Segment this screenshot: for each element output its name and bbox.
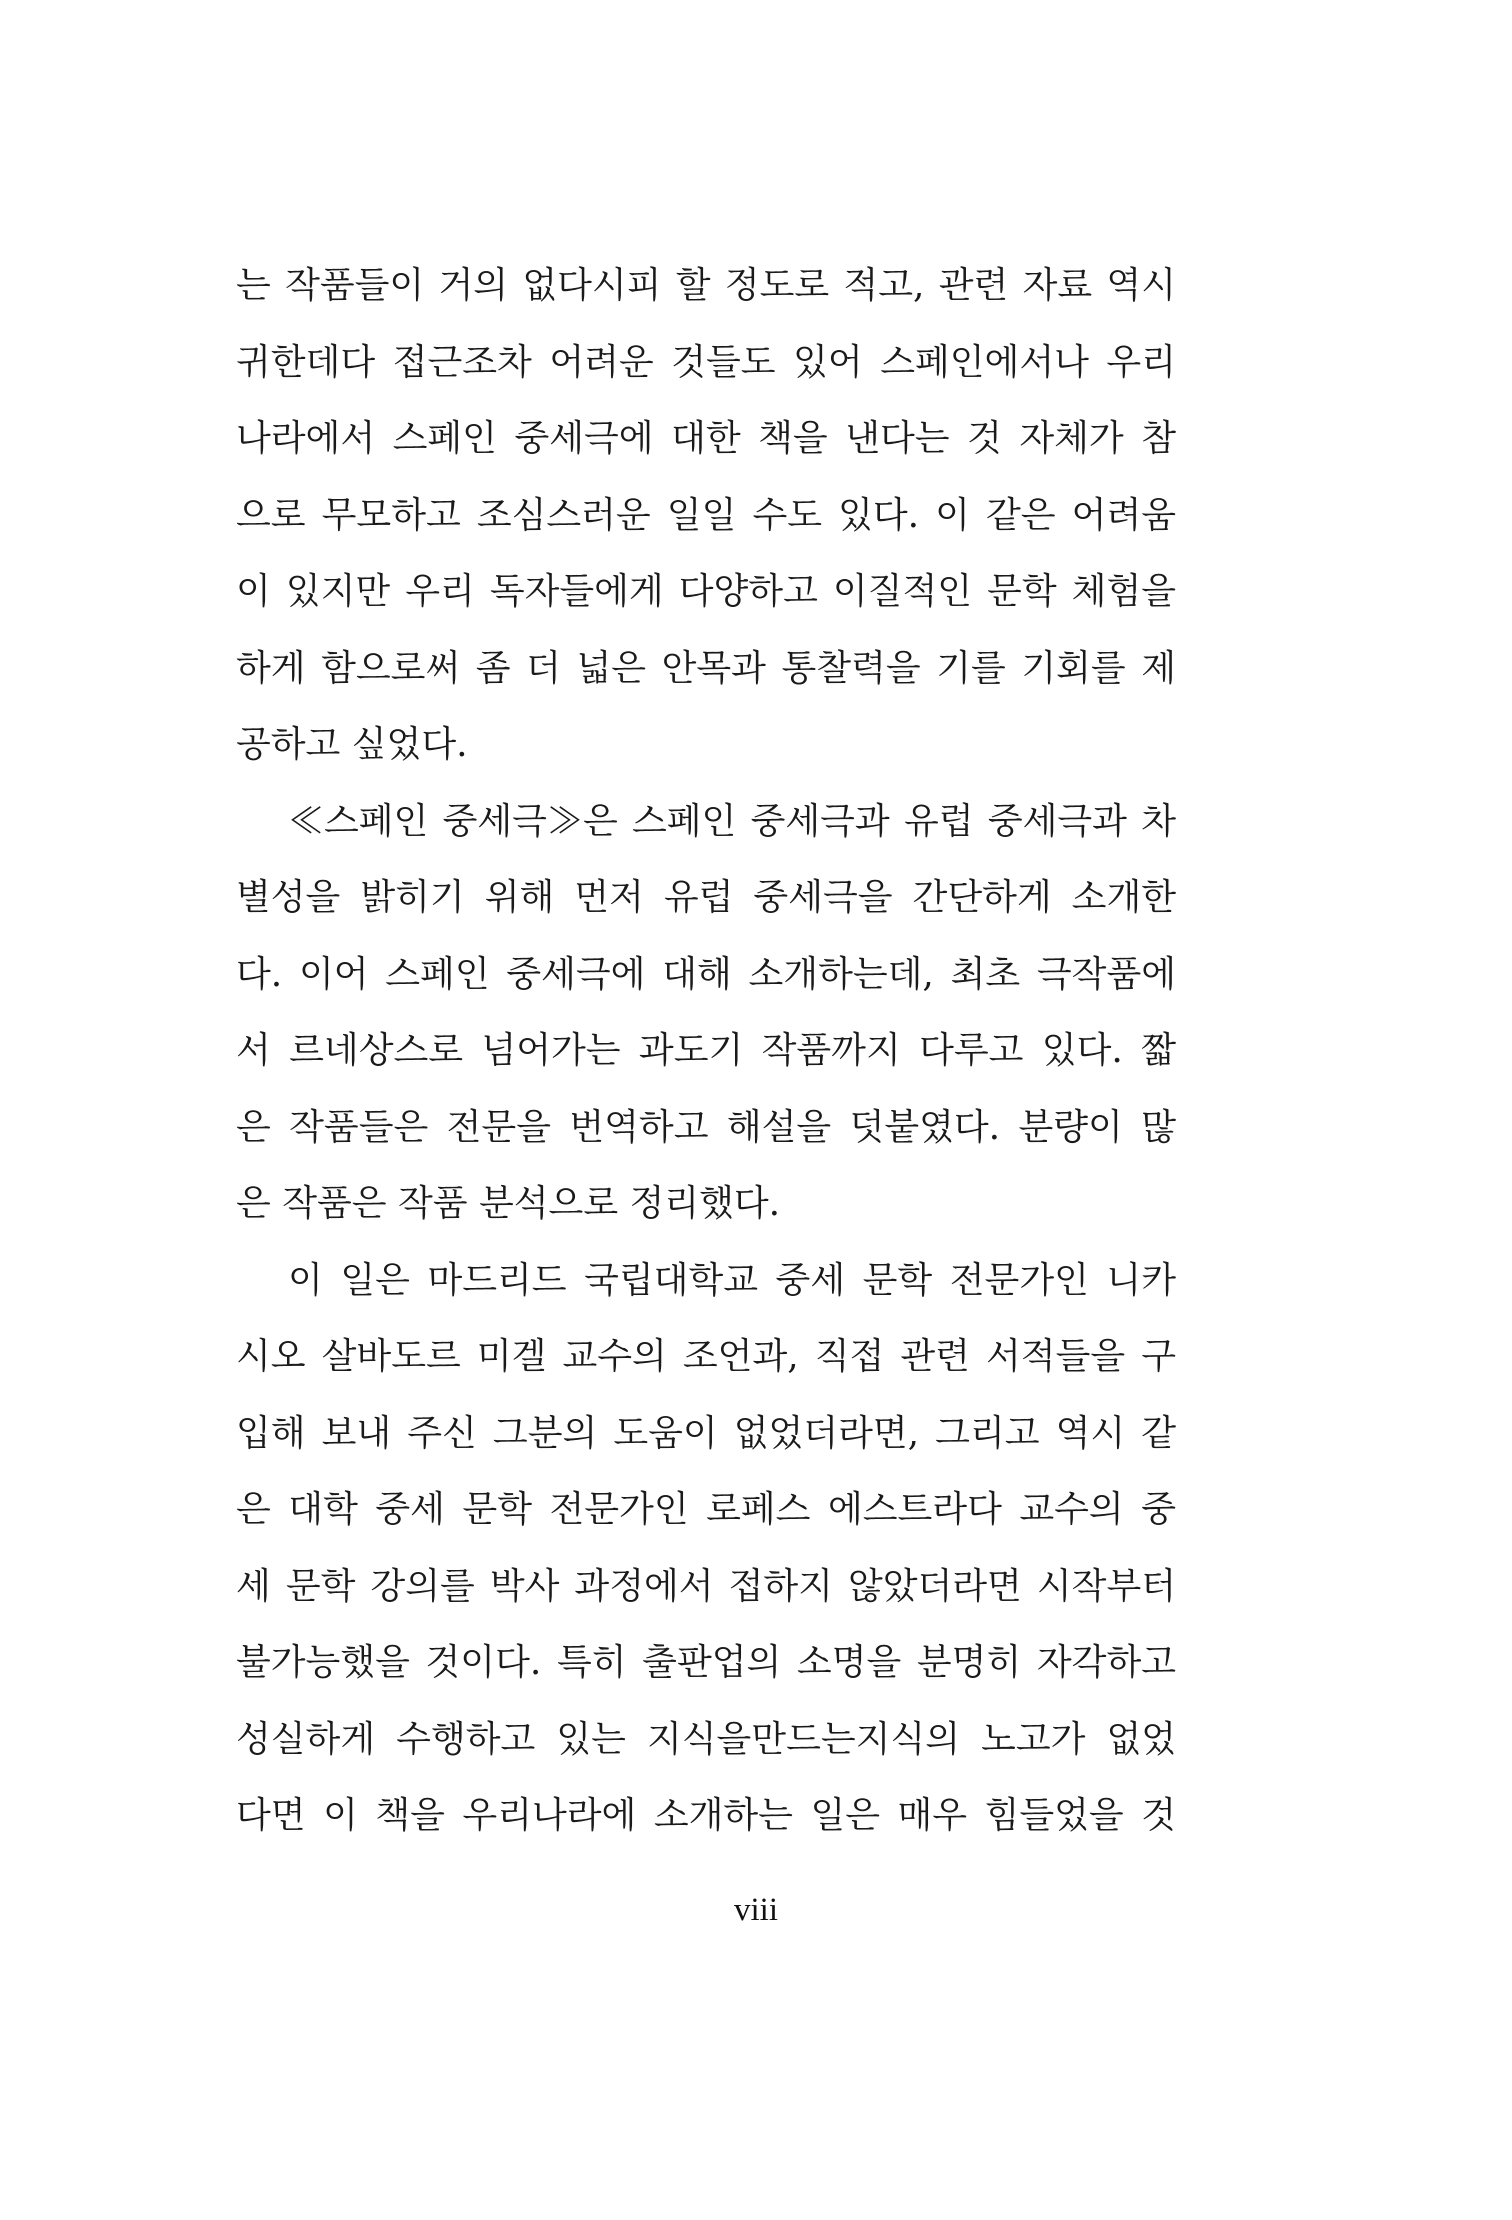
page-body xyxy=(236,248,1176,1855)
text-line: 하게 함으로써 좀 더 넓은 안목과 통찰력을 기를 기회를 제 xyxy=(236,647,1176,689)
text-line: 세 문학 강의를 박사 과정에서 접하지 않았더라면 시작부터 xyxy=(236,1565,1176,1607)
text-line: 는 작품들이 거의 없다시피 할 정도로 적고, 관련 자료 역시 xyxy=(236,265,1176,306)
text-line: 귀한데다 접근조차 어려운 것들도 있어 스페인에서나 우리 xyxy=(236,341,1176,383)
text-line: 공하고 싶었다. xyxy=(236,724,468,765)
paragraph-1 xyxy=(236,248,1176,784)
text-line: 다면 이 책을 우리나라에 소개하는 일은 매우 힘들었을 것 xyxy=(236,1795,1176,1836)
paragraph-3 xyxy=(236,1243,1176,1855)
page-number: viii xyxy=(733,1892,778,1928)
text-line: 불가능했을 것이다. 특히 출판업의 소명을 분명히 자각하고 xyxy=(236,1642,1176,1683)
text-line: 은 작품은 작품 분석으로 정리했다. xyxy=(236,1183,781,1224)
paragraph-2 xyxy=(236,784,1176,1243)
text-line: 은 대학 중세 문학 전문가인 로페스 에스트라다 교수의 중 xyxy=(236,1489,1176,1530)
text-line: 이 일은 마드리드 국립대학교 중세 문학 전문가인 니카 xyxy=(288,1259,1176,1301)
text-line: 은 작품들은 전문을 번역하고 해설을 덧붙였다. 분량이 많 xyxy=(236,1106,1176,1148)
text-line: 다. 이어 스페인 중세극에 대해 소개하는데, 최초 극작품에 xyxy=(236,953,1176,995)
text-line: 으로 무모하고 조심스러운 일일 수도 있다. 이 같은 어려움 xyxy=(236,494,1176,536)
text-line: 이 있지만 우리 독자들에게 다양하고 이질적인 문학 체험을 xyxy=(236,571,1176,612)
text-line: 시오 살바도르 미겔 교수의 조언과, 직접 관련 서적들을 구 xyxy=(236,1336,1176,1377)
text-line: 별성을 밝히기 위해 먼저 유럽 중세극을 간단하게 소개한 xyxy=(236,877,1176,918)
text-line: 성실하게 수행하고 있는 지식을만드는지식의 노고가 없었 xyxy=(236,1718,1176,1760)
text-line: 입해 보내 주신 그분의 도움이 없었더라면, 그리고 역시 같 xyxy=(236,1412,1176,1454)
text-line: 나라에서 스페인 중세극에 대한 책을 낸다는 것 자체가 참 xyxy=(236,418,1176,459)
text-line: 서 르네상스로 넘어가는 과도기 작품까지 다루고 있다. 짧 xyxy=(236,1030,1176,1071)
text-line: ≪스페인 중세극≫은 스페인 중세극과 유럽 중세극과 차 xyxy=(288,800,1176,842)
